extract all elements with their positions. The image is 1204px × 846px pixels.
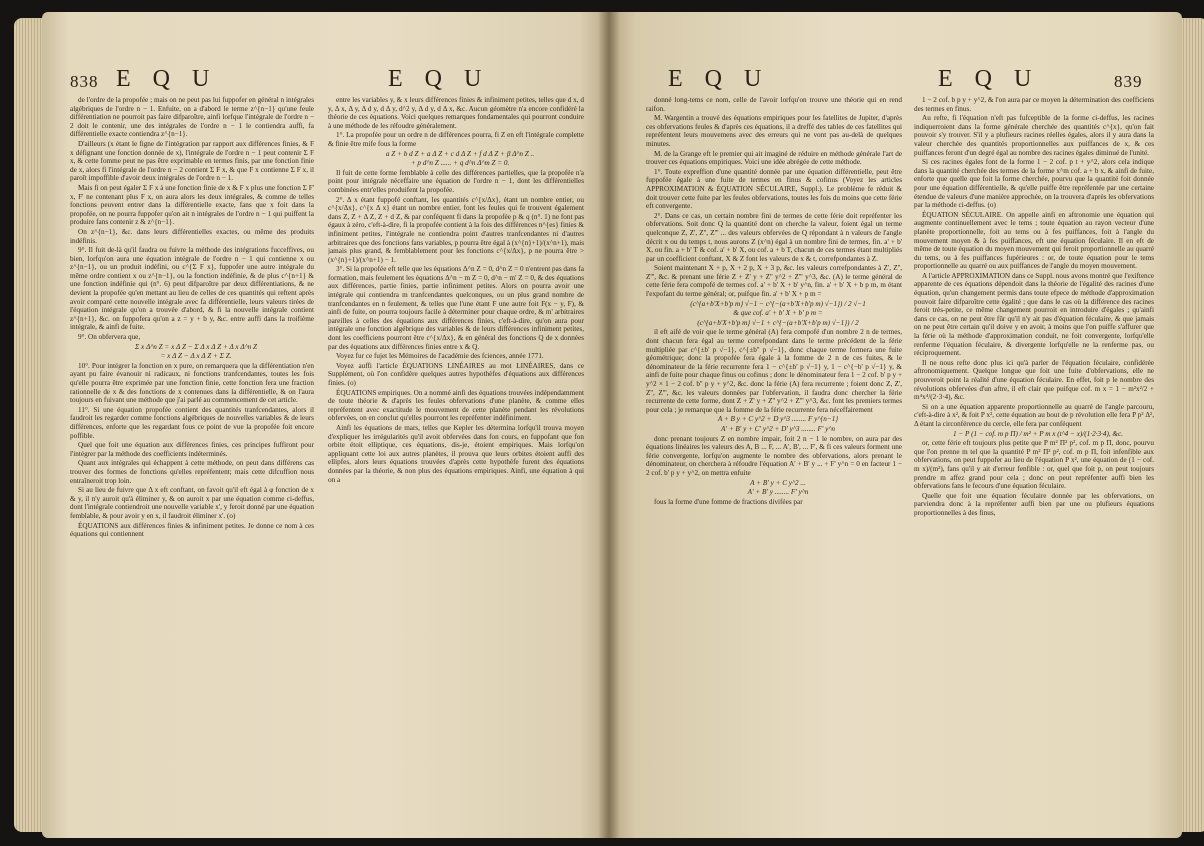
paragraph: 9°. On obfervera que, xyxy=(78,333,141,342)
paragraph: 1°. La propofée pour un ordre n de différences pourra, fi Z en eft l'intégrale complette & finie être mife fous la forme xyxy=(328,131,584,148)
paragraph: On z^{n−1}, &c. dans leurs différentielles exactes, ou même des produits indéfinis. xyxy=(70,227,314,245)
right-page-column-1 xyxy=(646,96,902,786)
left-page xyxy=(42,12,608,838)
paragraph: 10°. Pour intégrer la fonction en x pure, on remarquera que la différentiation n'en ayant pu faire évanouir ni radicaux, ni fonctions tranfcendantes, toutes les fois qu'elle pourra être exprimée par une fonction finie, cette fonction fera une fraction rationnelle de x & des fonctions de x contenues dans la différentielle, & on l'aura toujours en fuivant une méthode que j'ai parlé au commencement de cet article. xyxy=(70,361,314,405)
left-running-head-2: E Q U xyxy=(388,66,490,92)
formula-line: A' + B' y + C' y^2 + D' y^3 ........ F' y^n xyxy=(721,424,835,433)
right-page-column-2 xyxy=(914,96,1154,786)
paragraph: Si on a une équation apparente proportionnelle au quarré de l'angle parcouru, c'eft-à-dire à x², & foit P x², cette équation au bout de p révolution elle fera P p² Δ², Δ étant la circonférence du cercle, elle fera par conféquent xyxy=(914,402,1154,428)
paragraph: D'ailleurs (x étant le figne de l'intégration par rapport aux différences finies, & F x défignant une fonction donnée de x), l'intégrale de l'ordre n − 1 peut contenir Σ F x, & cette fomme peut ne pas être exprimable en termes finis, par une fonction finie de x, alors fi l'intégrale de l'ordre n − 2 contient Σ F x, & que F x contienne Σ F x, il paroît impoffible d'avoir deux intégrales de l'ordre n − 1. xyxy=(70,139,314,183)
formula-line: A' + B' y ........ F' y^n xyxy=(747,488,809,497)
left-page-edges xyxy=(14,18,44,832)
right-page xyxy=(608,12,1182,838)
paragraph: ÉQUATIONS aux différences finies & infiniment petites. Je donne ce nom à ces équations qui contiennent xyxy=(70,521,314,539)
paragraph: Il ne nous refte donc plus ici qu'à parler de l'équation féculaire, confidérée aftronomiquement. Quelque longue que foit une fuite d'obfervations, elle ne prouveroit point la réalité d'une équation féculaire. En effet, foit p le nombre des révolutions obfervées d'un aftre, il eft clair que puifque cof. m x = 1 − m²x²/2 + m⁴x⁴/(2·3·4), &c. xyxy=(914,358,1154,402)
right-page-edges xyxy=(1180,18,1204,832)
book-gutter xyxy=(598,12,620,838)
paragraph: Ainfi les équations de mars, telles que Kepler les détermina lorfqu'il trouva moyen d'expliquer les irrégularités qu'il avoit obfervées dans fon cours, en fuppofant que fon orbite étoit elliptique, ces équations, dis-je, étoient empiriques. Mais lorfqu'on appliquant cette loi aux autres planètes, il prouva que leurs orbites étoient auffi des ellipfes, alors leurs équations trouvées d'après cette hypothèfe furent des équations données par la théorie, & non plus des équations empiriques. Ainfi, une équation à qui on a xyxy=(328,423,584,484)
formula-line: (c^{a+b'X+b'p m} √−1 − c^{−(a+b'X+b'p m) √−1}) / 2 √−1 xyxy=(690,299,866,308)
paragraph: 1°. Toute expreffion d'une quantité donnée par une équation différentielle, peut être fuppofée égale à une fuite de termes en finus & cofinus (Voyez les articles APPROXIMATION & ÉQUATION SÉCULAIRE, Suppl.). Le problème fe réduit & doit trouver cette fuite par les feules obfervations, toutes les fois du moins que cette férie eft convergente. xyxy=(646,167,902,211)
left-running-head-1: E Q U xyxy=(116,66,218,92)
formula-line: & que cof. a' + b' X + b' p m = xyxy=(733,309,823,318)
paragraph: Si ces racines égales font de la forme 1 − 2 cof. p t + y^2, alors cela indique dans la quantité cherchée des termes de la forme x^m cof. a + b x, & ainfi de fuite, enforte que quelle que foit la forme cherchée, pourvu que la quantité foit donnée pour une équation différentielle, & qu'elle puiffe être repréfentée par une certaine étendue de valeurs d'une manière approchée, on la trouvera d'après les obfervations par la méthode ci-deffus. (o) xyxy=(914,158,1154,210)
paragraph: or, cette férie eft toujours plus petite que P m² Π² p², cof. m p Π, donc, pourvu que l'on prenne m tel que la quantité P m² Π² p², cof. m p Π, foit infenfible aux obfervations, on peut fuppofer au lieu de l'équation P x², une équation de (1 − cof. m x)/(m²), fans qu'il y ait d'erreur fenfible : or, quel que foit p, on peut toujours prendre m affez grand pour cela ; donc on peut repréfenter auffi bien les obfervations fans le fecours d'une équation féculaire. xyxy=(914,439,1154,491)
paragraph: entre les variables y, & x leurs différences finies & infiniment petites, telles que d x, d y, Δ x, Δ y, Δ d y, d Δ y, d^2 y, Δ d y, d Δ x, &c. Aucun géomètre n'a encore confidéré la théorie de ces équations. Voici quelques remarques fondamentales qui pourront conduire à une méthode de les réfoudre généralement. xyxy=(328,96,584,130)
formula-line: Σ x Δ^n Z = x Δ Z − Σ Δ x Δ Z + Δ x Δ^n Z xyxy=(134,342,258,351)
paragraph: ÉQUATION SÉCULAIRE. On appelle ainfi en aftronomie une équation qui augmente continuellement avec le tems ; toute équation au rayon vecteur d'une planète proportionnelle, foit au tems ou à fes puiffances, foit à l'angle du mouvement moyen & à fes puiffances, eft une équation féculaire. Il en eft de même de toute équation du moyen mouvement qui feroit proportionnelle au quarré du tems, ou à fes puiffances fupérieures : or, de toute équation pour le tems proportionnelle au quarré ou aux puiffances de l'angle du moyen mouvement. xyxy=(914,210,1154,271)
paragraph: M. Wargentin a trouvé des équations empiriques pour les fatellites de Jupiter, d'après ces obfervations feules & d'après ces équations, il a dreffé des tables de ces fatellites qui repréfentent leurs mouvemens avec des erreurs qui ne vont pas au-delà de quelques minutes. xyxy=(646,114,902,148)
paragraph: Au refte, fi l'équation n'eft pas fufceptible de la forme ci-deffus, les racines indiquerroient dans la forme générale cherchée des quantités c^{x}, qu'on fait pouvoir s'y trouver. S'il y a plufieurs racines réelles égales, alors il y aura dans la valeur cherchée des quantités proportionnelles aux puiffances de x, & ces puiffances feront d'un degré égal au nombre des racines égales diminué de l'unité. xyxy=(914,114,1154,157)
paragraph: 11°. Si une équation propofée contient des quantités tranfcendantes, alors il faudroit les regarder comme fonctions algébriques de nouvelles variables & de leurs différences, enforte que les regardant fous ce point de vue la propofée foit encore poffible. xyxy=(70,405,314,440)
book-spread xyxy=(42,12,1182,838)
paragraph: Il fuit de cette forme femblable à celle des différences partielles, que la propofée n'a point pour intégrale néceffaire une équation de l'ordre n − 1, dont les différentielles combinées entr'elles produifent la propofée. xyxy=(328,168,584,194)
paragraph: Voyez auffi l'article ÉQUATIONS LINÉAIRES au mot LINÉAIRES, dans ce Supplément, où l'on confidère quelques autres hypothèfes d'équations aux différences finies. (o) xyxy=(328,361,584,387)
formula-line: A + B' y + C y^2 ... xyxy=(750,478,806,487)
paragraph: Quel que foit une équation aux différences finies, ces principes fuffiront pour l'intégrer par la méthode des coefficients indéterminés. xyxy=(70,441,314,458)
paragraph: Soient maintenant X + p, X + 2 p, X + 3 p, &c. les valeurs correfpondantes à Z', Z'', Z''', &c. & prenant une férie Z + Z' y + Z'' y^2 + Z''' y^3, &c. (A) le terme général de cette férie fera compofé de termes cof. a' + b' X + b' y^n, fin. a' + b' X + b p m, m étant l'expofant du terme général; or, puifque fin. a' + b' X + p m = xyxy=(646,264,902,299)
paragraph: Quelle que foit une équation féculaire donnée par les obfervations, on parviendra donc à la repréfenter auffi bien par une ou plufieurs équations proportionnelles à des finus, xyxy=(914,491,1154,517)
paragraph: fous la forme d'une fomme de fractions divifées par xyxy=(654,497,803,506)
paragraph: ÉQUATIONS empiriques. On a nommé ainfi des équations trouvées indépendamment de toute théorie & d'après les feules obfervations d'une planète, & comme elles repréfentent avec exactitude le mouvement de cette planète pendant les révolutions obfervées, on en conclut qu'elles pourront les repréfenter indéfiniment. xyxy=(328,388,584,423)
paragraph: 9°. Il fuit de-là qu'il faudra ou fuivre la méthode des intégrations fucceffives, ou bien, lorfqu'on aura une équation intégrale de l'ordre n − 1 qui contienne x ou z^{n−1}, ou un produit indéfini, ou c^{Σ F x}, fuppofer une autre intégrale du même ordre contient x ou z^{n−1}, ou la fonction indéfinie, & de plus c^{n+1} & une fonction indéfinie qui (n°. 6) peut difparoître par deux différentiations, & ne devient la propofée qu'en mettant au lieu de celles de ces quantités qui reftent après avoir comparé cette nouvelle intégrale avec fa différentielle, leurs valeurs tirées de l'équation intégrale qu'on a trouvée d'abord, & fi la nouvelle intégrale contient z^{n+1}, &c. on fuppofera qu'on a z = y + b y, &c. entre auffi dans la troifième intégrale, & ainfi de fuite. xyxy=(70,246,314,332)
paragraph: Si au lieu de fuivre que Δ x eft conftant, on favoit qu'il eft égal à φ fonction de x & y, il n'y auroit qu'à éliminer y, & on auroit x par une équation comme ci-deffus, dont l'intégrale contiendroit une nouvelle variable x', y feroit donné par une équation femblable, & pour avoir y en x, il faudroit éliminer x'. (o) xyxy=(70,486,314,520)
right-running-head-2: E Q U xyxy=(938,66,1040,92)
paragraph: donné long-tems ce nom, celle de l'avoir lorfqu'on trouve une théorie qui en rend raifon. xyxy=(646,96,902,113)
paragraph: Voyez fur ce fujet les Mémoires de l'académie des fciences, année 1771. xyxy=(336,352,544,361)
paragraph: de l'ordre de la propofée ; mais on ne peut pas lui fuppofer en général n intégrales algébriques de l'ordre n − 1. Enfuite, on a d'abord le terme z^{n−1} qu'une feule différentiation ne pourroit pas faire difparoître, ainfi lorfque l'intégrale de l'ordre n − 2 doit le contenir, une des intégrales de l'ordre n − 1 le contiendra auffi, fa différentielle exacte contiendra z^{n−1}. xyxy=(70,96,314,139)
paragraph: 2°. Δ x étant fuppofé conftant, les quantités c^{x/Δx}, étant un nombre entier, ou c^{x/Δx}, c^{x Δ x} étant un nombre entier, font les feules qui fe trouvent également dans Z, Z + Δ Z, Z + d Z, & par conféquent fi dans la propofée p & q (n°. 1) ne font pas égaux à zéro, c'eft-à-dire, fi la propofée contient à la fois des différences n^{es} finies & infiniment petites, l'intégrale ne contiendra point d'autres tranfcendantes ni d'autres arbitraires que des fonctions fans variables, p pourra être égal à (x^{n}+1)/(x^n+1), mais jamais plus grand, & femblablement pour les fonctions c^{x/Δx}, p ne pourra être > (x^{n}+1)/(x^n+1) − 1. xyxy=(328,195,584,264)
paragraph: Mais fi on peut égaler Σ F x à une fonction finie de x & F x plus une fonction Σ F' x, F' ne contenant plus F x, on aura alors les deux intégrales, & comme de telles fonctions peuvent entrer dans la différentielle exacte, fans que x foit dans la propofée, on ne pourra fuppofer qu'on ait n intégrales de l'ordre n − 1 qui puiffent la produire fans contenir z & z^{n−1}. xyxy=(70,183,314,227)
paragraph: donc prenant toujours Z en nombre impair, foit 2 n − 1 le nombre, on aura par des équations linéaires les valeurs des A, B ... F, ... A', B', ... F', & fi ces valeurs forment une férie convergente, lorfqu'on augmente le nombre des obfervations, alors prenant le dénominateur, on cherchera à réfoudre l'équation A' + B' y ... + F' y^n = 0 en facteur 1 − 2 cof. b' p y + y^2, on mettra enfuite xyxy=(646,434,902,477)
right-running-head-1: E Q U xyxy=(668,66,770,92)
paragraph: A l'article APPROXIMATION dans ce Suppl. nous avons montré que l'exiftence apparente de ces équations dépendoit dans la théorie de l'égalité des racines d'une équation, qu'un changement permis dans toute efpece de méthode d'approximation pouvoit faire difparoître cette égalité ; que dans le cas où la différence des racines feroit très-petite, ce même changement pourroit en introduire d'égales ; qu'ainfi dans ce cas, on ne peut être fûr qu'il n'y ait pas d'équation féculaire, & que jamais on ne peut être certain qu'il doive y en avoir, à moins que l'on puiffe s'affurer que la férie où la méthode d'approximation conduit, ne foit convergente, lorfqu'elle renferme l'équation féculaire, & divergente lorfqu'elle ne la renferme pas, ou réciproquement. xyxy=(914,271,1154,358)
formula-line: 1 − P (1 − cof. m p Π) / m² + P m x (t^4 − x)/(1·2·3·4), &c. xyxy=(952,429,1124,438)
formula-line: (c^{a+b'X+b'p m} √−1 + c^{−(a+b'X+b'p m) √−1}) / 2 xyxy=(697,318,859,327)
formula-line: a Z + b d Z + a Δ Z + c d Δ Z + f d Δ Z + β Δ^n Z .. xyxy=(385,149,535,158)
formula-line: = x Δ Z − Δ x Δ Z + Σ Z. xyxy=(160,352,232,361)
left-page-column-2 xyxy=(328,96,584,786)
paragraph: 3°. Si la propofée eft telle que les équations Δ^n Z = 0, d^n Z = 0 n'entrent pas dans fa formation, mais feulement les équations Δ^n − m Z = 0, d^n − m' Z = 0, & des équations aux différences, partie finies, partie infiniment petites. Alors on pourra avoir une intégrale qui contiendra m tranfcendantes quelconques, ou un plus grand nombre de tranfcendantes en n feulement, & telles que l'une étant F une autre foit F(x − y, F), & ainfi de fuite, on pourra toujours facile à déterminer pour chaque ordre, & m' arbitraires pareilles à celles des équations aux différences finies, c'eft-à-dire, qu'on aura pour intégrale une fonction algébrique des variables & de leurs différences infiniment petites, dont les coefficiens pourront être c^{x/Δx}, & en général des fonctions Q de x données par des équations aux différences finies entre x & Q. xyxy=(328,265,584,351)
paragraph: M. de la Grange eft le premier qui ait imaginé de réduire en méthode générale l'art de trouver ces équations empiriques. Voici une idée abrégée de cette méthode. xyxy=(646,149,902,167)
paragraph: 1 − 2 cof. b p y + y^2, & l'on aura par ce moyen la détermination des coefficiens des termes en finus. xyxy=(914,96,1154,113)
paragraph: Quant aux intégrales qui échappent à cette méthode, on peut dans différens cas trouver des formes de fonctions qu'elles repréfentent; mais cette difcuffion nous entraîneroit trop loin. xyxy=(70,459,314,485)
right-page-number: 839 xyxy=(1114,72,1143,91)
paragraph: il eft aifé de voir que le terme général (A) fera compofé d'un nombre 2 n de termes, dont chacun fera égal au terme correfpondant dans le terme précédent de la férie multipliée par c^{±b' p √−1}, c^{±b'' p √−1}, donc chaque terme formera une fuite géométrique; donc la propofée fera égale à la fomme de 2 n de ces fuites, & le dénominateur de la férie recurrente fera 1 − c^{±b' p √−1} y, 1 − c^{−b' p √−1} y, & ainfi de fuite pour chaque finus ou cofinus ; donc le dénominateur fera 1 − 2 cof. b' p y + y^2 × 1 − 2 cof. b'' p y + y^2, &c. donc la férie (A) fera recurrente ; foient donc Z, Z', Z'', Z''', &c. les valeurs données par l'obfervation, il faudra donc chercher la férie recurrente de cette forme, dont Z + Z' y + Z'' y^2 + Z''' y^3, &c. font les premiers termes pour cela ; je remarque que la fomme de la férie recurrente fera néceffairement xyxy=(646,328,902,414)
left-page-column-1 xyxy=(70,96,314,786)
left-page-number: 838 xyxy=(70,72,99,91)
paragraph: 2°. Dans ce cas, un certain nombre fini de termes de cette férie doit repréfenter les obfervations. Soit donc Q la quantité dont on cherche la valeur, foient égal un terme quelconque Z, Z', Z'', Z''' ... des valeurs obfervées de Q répondant à n valeurs de l'angle décrit x ou du temps t, nous aurons Z (x^n) égal à un nombre fini de termes, fin. a' + b' X, ou fin. a + b' T & cof. a' + b' X, ou cof. a + b T, chacun de ces termes étant multipliés par un coefficient conftant, X & Z font les valeurs de x & t, correfpondantes à Z. xyxy=(646,211,902,263)
formula-line: + p d^n Z ...... + q d^n Δ^m Z = 0. xyxy=(410,159,510,168)
formula-line: A + B y + C y^2 + D y^3 ........ F y^{n−1} xyxy=(717,415,839,424)
